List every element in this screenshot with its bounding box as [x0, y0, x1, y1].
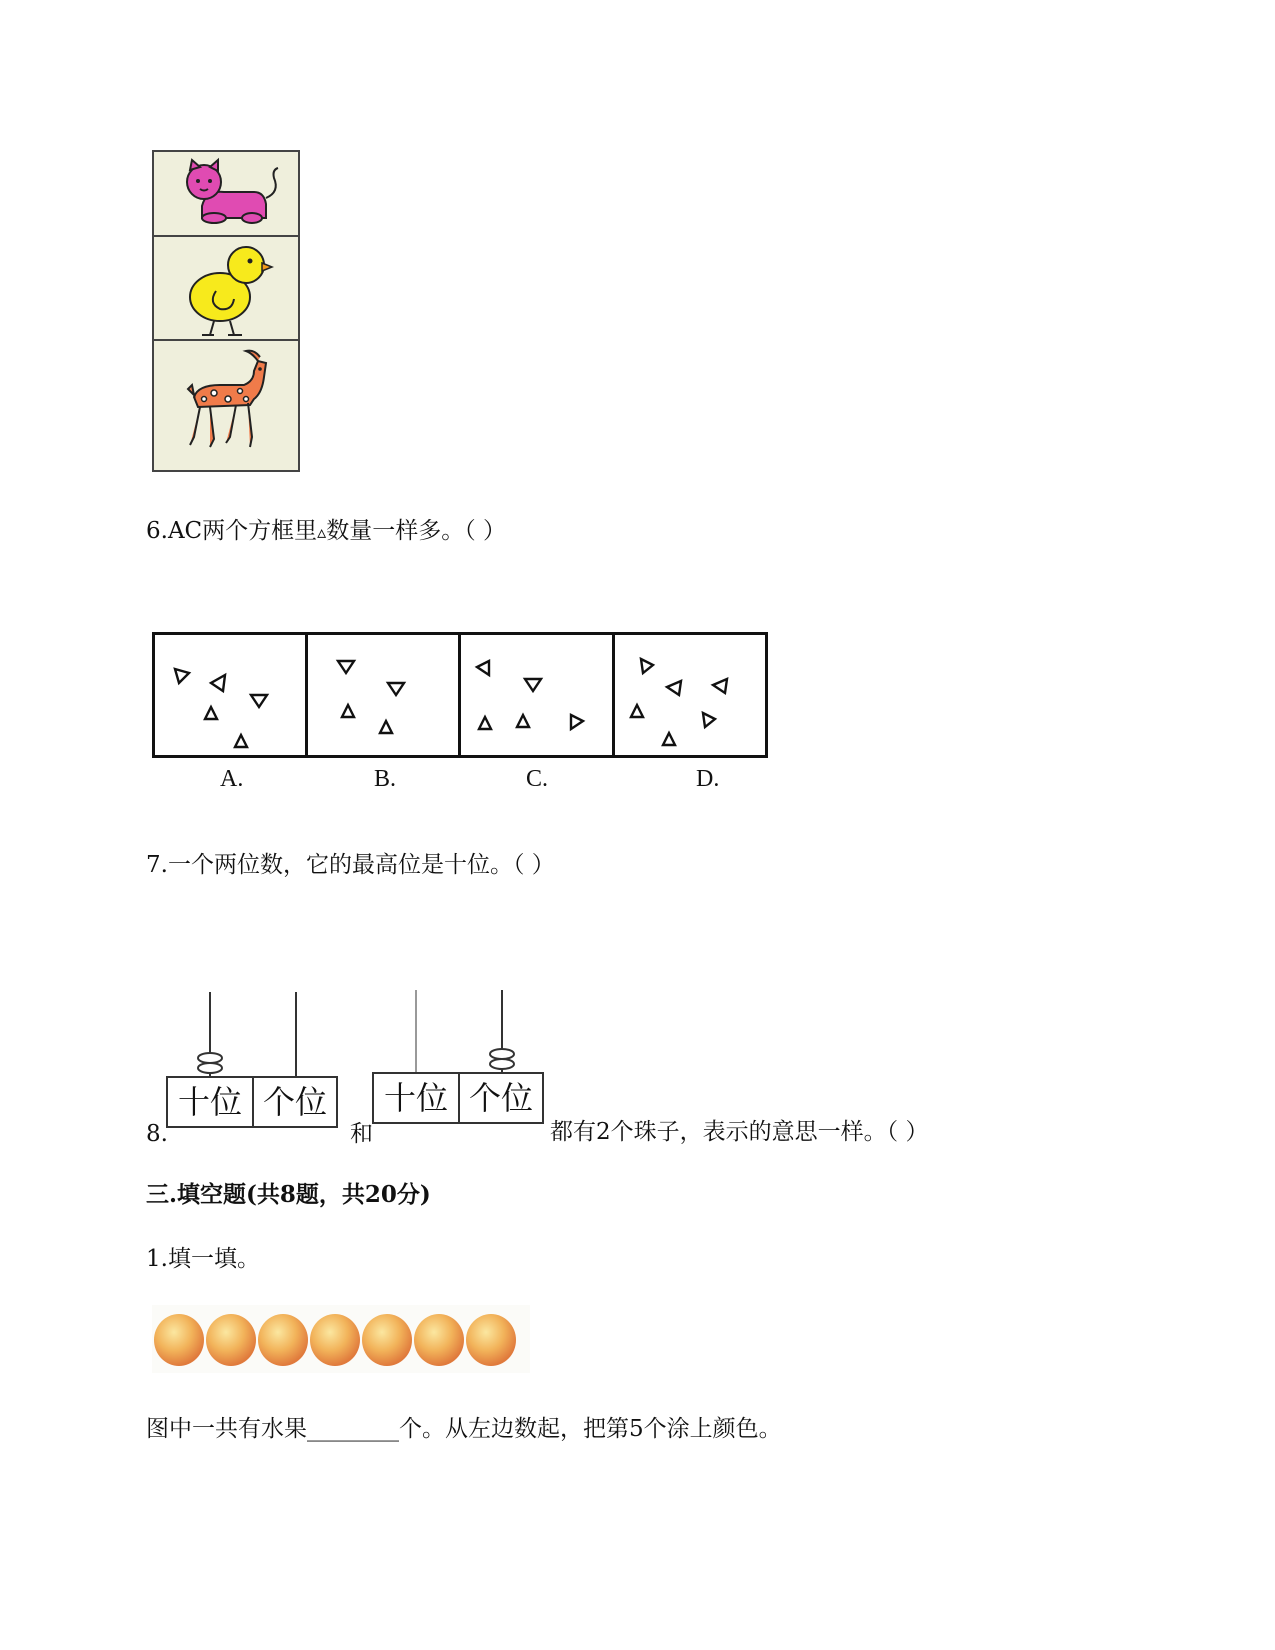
ones-place-label: 个位	[252, 1078, 336, 1126]
abacus-rods	[166, 990, 338, 1078]
peach-icon	[206, 1314, 256, 1366]
question-6-text-after: 数量一样多。（ ）	[326, 518, 507, 544]
triangle-icon	[631, 705, 643, 717]
triangle-symbol: ▵	[317, 522, 327, 543]
triangle-icon	[479, 717, 491, 729]
ones-place-label: 个位	[458, 1074, 542, 1122]
triangle-icon	[175, 669, 189, 683]
triangle-icon	[517, 715, 529, 727]
cat-image	[154, 152, 298, 235]
box-b-triangles	[308, 635, 458, 755]
option-a-label: A.	[220, 766, 244, 792]
triangle-icon	[713, 679, 727, 693]
peaches	[152, 1305, 530, 1373]
abacus-tens-2	[166, 990, 338, 1130]
box-a	[152, 632, 308, 758]
peach-row-image	[152, 1305, 530, 1373]
triangle-icon	[477, 661, 489, 675]
abacus-ones-2	[372, 988, 544, 1128]
option-c-label: C.	[526, 766, 549, 792]
option-b-label: B.	[374, 766, 397, 792]
triangle-icon	[571, 715, 583, 729]
abacus-rods	[372, 988, 544, 1074]
triangle-icon	[667, 681, 681, 695]
abacus-place-labels	[166, 1076, 338, 1128]
question-6-text: 6.AC两个方框里	[146, 518, 318, 544]
triangle-icon	[641, 659, 653, 673]
peach-icon	[414, 1314, 464, 1366]
chick-image	[154, 237, 298, 339]
triangle-icon	[338, 661, 354, 673]
animal-picture-panel	[152, 150, 300, 472]
question-6	[146, 516, 506, 548]
abacus-place-labels	[372, 1072, 544, 1124]
fill-question-1-title: 1.填一填。	[146, 1246, 260, 1272]
tens-place-label: 十位	[383, 1079, 448, 1117]
chick-cell	[154, 237, 298, 341]
triangle-icon	[342, 705, 354, 717]
option-d-label: D.	[696, 766, 720, 792]
bead-icon	[490, 1059, 514, 1069]
bead-icon	[490, 1049, 514, 1059]
section-heading: 三.填空题(共8题，共20分)	[146, 1181, 431, 1208]
triangle-icon	[525, 679, 541, 691]
box-c	[458, 632, 615, 758]
triangle-icon	[663, 733, 675, 745]
peach-icon	[362, 1314, 412, 1366]
triangle-boxes-figure	[152, 632, 768, 792]
question-8-text: 都有2个珠子，表示的意思一样。（ ）	[550, 1119, 929, 1145]
triangle-icon	[388, 683, 404, 695]
peach-icon	[466, 1314, 516, 1366]
deer-image	[154, 341, 298, 470]
question-8-number: 8.	[146, 1121, 168, 1147]
bead-icon	[198, 1053, 222, 1063]
triangle-icon	[380, 721, 392, 733]
peach-icon	[310, 1314, 360, 1366]
tens-place-label: 十位	[177, 1083, 242, 1121]
sentence-part-b: 个。从左边数起，把第5个涂上颜色。	[399, 1416, 782, 1442]
box-b	[305, 632, 461, 758]
triangle-icon	[251, 695, 267, 707]
triangle-icon	[703, 713, 715, 727]
answer-blank[interactable]: ________	[307, 1416, 399, 1442]
box-d-triangles	[615, 635, 765, 755]
cat-cell	[154, 152, 298, 237]
box-a-triangles	[155, 635, 305, 755]
box-c-triangles	[461, 635, 612, 755]
question-8-connector: 和	[350, 1121, 373, 1147]
bead-icon	[198, 1063, 222, 1073]
box-d	[612, 632, 768, 758]
triangle-icon	[211, 675, 225, 691]
deer-cell	[154, 341, 298, 472]
question-7: 7.一个两位数，它的最高位是十位。（ ）	[146, 852, 555, 878]
sentence-part-a: 图中一共有水果	[146, 1416, 307, 1442]
peach-icon	[154, 1314, 204, 1366]
triangle-icon	[235, 735, 247, 747]
fill-question-1-sentence	[146, 1414, 782, 1444]
peach-icon	[258, 1314, 308, 1366]
triangle-icon	[205, 707, 217, 719]
